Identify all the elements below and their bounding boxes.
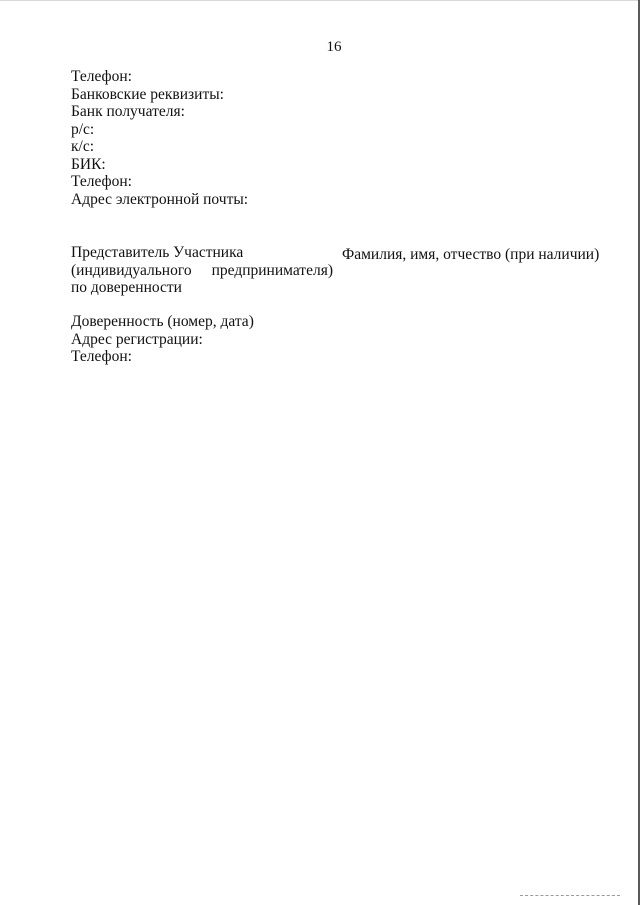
scan-edge-top xyxy=(0,0,640,1)
phone-label: Телефон: xyxy=(71,68,132,85)
scan-mark-bottom xyxy=(520,895,620,897)
recipient-bank-label: Банк получателя: xyxy=(71,103,185,120)
power-of-attorney-block xyxy=(71,313,254,366)
bik-label: БИК: xyxy=(71,155,106,173)
representative-line-1: Представитель Участника xyxy=(71,244,244,261)
representative-line-2-left: (индивидуального xyxy=(71,261,192,279)
contacts-block xyxy=(71,68,248,208)
representative-block xyxy=(71,244,333,297)
phone-label-3: Телефон: xyxy=(71,348,132,365)
full-name-label: Фамилия, имя, отчество (при наличии) xyxy=(342,246,600,263)
bank-details-label: Банковские реквизиты: xyxy=(71,85,224,103)
representative-line-2 xyxy=(71,262,333,280)
power-of-attorney-label: Доверенность (номер, дата) xyxy=(71,313,254,330)
registration-address-label: Адрес регистрации: xyxy=(71,330,203,348)
correspondent-account-label: к/с: xyxy=(71,138,95,155)
representative-line-3: по доверенности xyxy=(71,279,182,296)
page-number: 16 xyxy=(326,39,342,55)
phone-label-2: Телефон: xyxy=(71,173,132,190)
email-label: Адрес электронной почты: xyxy=(71,190,249,208)
representative-line-2-right: предпринимателя) xyxy=(211,261,333,279)
settlement-account-label: р/с: xyxy=(71,120,95,138)
